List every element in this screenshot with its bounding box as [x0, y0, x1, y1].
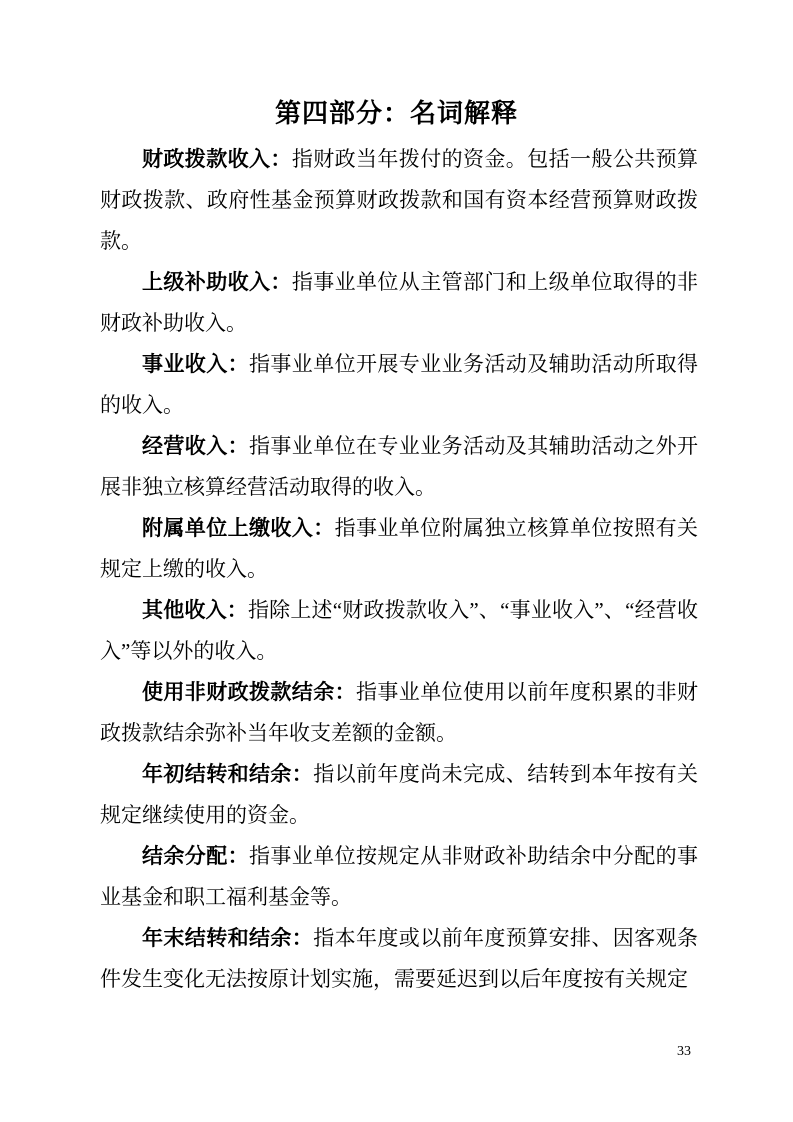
- glossary-definition: 指事业单位附属独立核算单位按照有关规定上缴的收入。: [100, 516, 699, 581]
- glossary-term: 上级补助收入：: [142, 270, 292, 294]
- glossary-term: 经营收入：: [142, 434, 249, 458]
- glossary-definition: 指事业单位在专业业务活动及其辅助活动之外开展非独立核算经营活动取得的收入。: [100, 434, 698, 499]
- glossary-definition: 指本年度或以前年度预算安排、因客观条件发生变化无法按原计划实施，需要延迟到以后年度按有关规定: [100, 926, 699, 991]
- glossary-entry: [100, 836, 698, 918]
- glossary-definition: 指事业单位从主管部门和上级单位取得的非财政补助收入。: [100, 270, 699, 335]
- glossary-definition: 指除上述“财政拨款收入”、“事业收入”、“经营收入”等以外的收入。: [100, 598, 698, 663]
- glossary-term: 其他收入：: [142, 598, 248, 622]
- glossary-definition: 指事业单位使用以前年度积累的非财政拨款结余弥补当年收支差额的金额。: [100, 680, 698, 745]
- glossary-entry: [100, 918, 698, 1000]
- glossary-entry: [100, 590, 698, 672]
- glossary-term: 事业收入：: [142, 352, 249, 376]
- glossary-entry: [100, 344, 698, 426]
- glossary-term: 财政拨款收入：: [142, 147, 292, 171]
- glossary-term: 年末结转和结余：: [142, 926, 314, 950]
- glossary-definition: 指事业单位开展专业业务活动及辅助活动所取得的收入。: [100, 352, 698, 417]
- glossary-entry: [100, 139, 698, 262]
- glossary-entry: [100, 262, 698, 344]
- page-number: 33: [677, 1044, 691, 1059]
- glossary-term: 结余分配：: [142, 844, 249, 868]
- glossary-entry: [100, 754, 698, 836]
- glossary-content: [100, 139, 698, 1000]
- glossary-definition: 指事业单位按规定从非财政补助结余中分配的事业基金和职工福利基金等。: [100, 844, 698, 909]
- glossary-term: 使用非财政拨款结余：: [142, 680, 356, 704]
- glossary-entry: [100, 508, 698, 590]
- glossary-definition: 指以前年度尚未完成、结转到本年按有关规定继续使用的资金。: [100, 762, 699, 827]
- page-title: 第四部分：名词解释: [274, 99, 518, 128]
- glossary-entry: [100, 426, 698, 508]
- glossary-definition: 指财政当年拨付的资金。包括一般公共预算财政拨款、政府性基金预算财政拨款和国有资本经营预算财政拨款。: [100, 147, 699, 253]
- glossary-term: 年初结转和结余：: [142, 762, 314, 786]
- glossary-entry: [100, 672, 698, 754]
- glossary-term: 附属单位上缴收入：: [142, 516, 335, 540]
